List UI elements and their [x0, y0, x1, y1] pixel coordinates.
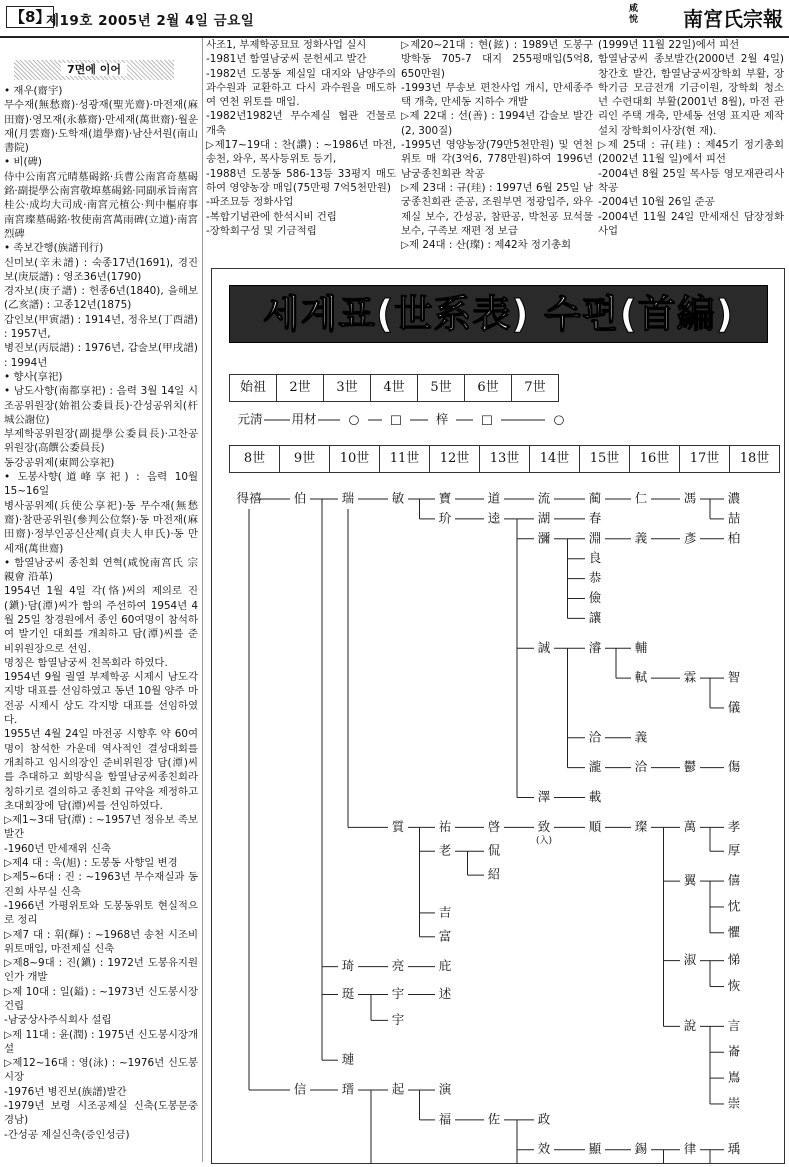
column-rule — [202, 38, 203, 268]
lineage-name: 演 — [438, 1081, 452, 1097]
paragraph: 侍中公南宮元晴墓碣銘·兵曹公南宮奇墓碣銘·副提學公南宮敬埠墓碣銘·同副承旨南宮桂公·成均大司成·南宮元植公·判中樞府事南宮璨墓碣銘·牧使南宮萬雨碑(立道)·南宮烈碑 — [4, 170, 198, 240]
ancestor-name: ○ — [553, 411, 565, 427]
paragraph: 병사공위제(兵使公享祀)·동 무수재(無愁齋)·참판공위원(參判公位祭)·동 마전재(麻田齋)·정부인공신산제(貞夫人申氏)·동 만세재(萬世齋) — [4, 499, 198, 555]
lineage-name: 霖 — [683, 669, 697, 685]
lineage-name: 效 — [537, 1141, 551, 1157]
paragraph: 부제학공위원장(副提學公委員長)·고찬공위원장(高饌公委員長) — [4, 428, 198, 455]
lineage-name: 信 — [293, 1081, 307, 1097]
column-body — [598, 38, 784, 238]
paragraph: ▷제4 대 : 욱(旭) : 도봉동 사향일 변경 — [4, 857, 178, 870]
lineage-name: 瑀 — [727, 1141, 741, 1157]
masthead-title: 南宮氏宗報 — [683, 7, 783, 31]
ancestor-name: □ — [481, 411, 493, 427]
lineage-name: 瑨 — [341, 1081, 355, 1097]
ancestor-name: 元淸 — [237, 411, 263, 427]
lineage-name: 瀧 — [588, 759, 602, 775]
lineage-name: 悌 — [727, 952, 741, 968]
lineage-name: 得禧 — [236, 490, 262, 506]
generation-cell: 8世 — [229, 445, 280, 473]
paragraph: (1999년 11월 22일)에서 피선 — [598, 39, 740, 51]
lineage-name: 濬 — [588, 639, 602, 655]
paragraph: ▷제7 대 : 휘(輝) : ~1968년 송천 시조비위토매입, 마전제실 신축 — [4, 928, 198, 955]
ancestor-name: 梓 — [435, 411, 449, 427]
paragraph: 함열남궁씨 종보발간(2000년 2월 4일)창간호 발간, 함열남궁씨장학회 부활, 장학기금 모금전개 기금이원, 장학회 청소년 수련대회 부활(2001년 8월), 마전 관리인 주택 개축, 만세동 선영 표지판 제작설치 장학회이사장(현 재). — [598, 53, 784, 137]
lineage-name: 淑 — [683, 952, 697, 968]
lineage-name: 錫 — [634, 1141, 648, 1157]
paragraph: -간성공 제실신축(증인성금) — [4, 1128, 130, 1141]
lineage-name: 紹 — [487, 866, 501, 882]
lineage-name: 起 — [391, 1081, 405, 1097]
generation-cell: 18世 — [729, 445, 780, 473]
paragraph: 1954년 9월 궐열 부제학공 시제시 남도각지방 대표를 선임하였고 동년 10월 양주 마전공 시제시 상도 각지방 대표를 선임하였다. — [4, 671, 198, 727]
paragraph: ▷제 11대 : 윤(潤) : 1975년 신도봉시장개설 — [4, 1028, 198, 1055]
paragraph: 병진보(丙辰譜) : 1976년, 갑술보(甲戌譜) : 1994년 — [4, 342, 198, 369]
lineage-name: 祐 — [438, 818, 452, 834]
lineage-name: 璨 — [634, 818, 648, 834]
lineage-name: 儀 — [727, 699, 741, 715]
paragraph: -1995년 영양농장(79만5천만원) 및 연천 위토 매 각(3억6, 778만원)하여 1996년 남궁종친회관 착공 — [401, 139, 593, 180]
paragraph: ▷제8~9대 : 진(鎭) : 1972년 도봉유지원인가 개발 — [4, 957, 198, 984]
lineage-name: 致 — [537, 818, 551, 834]
generation-cell: 2世 — [276, 374, 324, 402]
page-number: 【8】 — [6, 6, 54, 28]
lineage-name: 瀰 — [537, 530, 551, 546]
ancestor-name: □ — [390, 411, 402, 427]
lineage-name: 義 — [634, 530, 648, 546]
paragraph: -1966년 가평위토와 도봉동위토 현실적으로 정리 — [4, 899, 198, 927]
lineage-name: 琦 — [341, 958, 355, 974]
lineage-name: 珽 — [341, 986, 355, 1002]
lineage-name: 柏 — [727, 530, 741, 546]
paragraph: ▷제17~19대 : 찬(讚) : ~1986년 마전, 송천, 와우, 목사등위토 등기, — [206, 139, 396, 166]
generation-cell: 3世 — [323, 374, 371, 402]
generation-cell: 14世 — [529, 445, 580, 473]
lineage-name: 崙 — [727, 1043, 741, 1059]
lineage-name: 崇 — [727, 1095, 741, 1111]
lineage-name: 澤 — [537, 789, 551, 804]
paragraph: 동강공위제(東岡公享祀) — [4, 456, 115, 469]
lineage-name: 璉 — [341, 1051, 355, 1067]
genealogy-table — [211, 268, 785, 1164]
paragraph: • 비(碑) — [4, 156, 42, 169]
paragraph: ▷제 10대 : 일(鎰) : ~1973년 신도봉시장건립 — [4, 985, 198, 1012]
paragraph: -1976년 병진보(族譜)발간 — [4, 1085, 127, 1098]
lineage-name: 洽 — [634, 759, 648, 775]
issue-dateline: 제19호 2005년 2월 4일 금요일 — [46, 13, 255, 29]
lineage-name: 仁 — [634, 490, 648, 506]
lineage-name: 質 — [391, 818, 405, 834]
lineage-name: 說 — [683, 1017, 697, 1033]
ancestor-name: ○ — [348, 411, 360, 427]
lineage-name: (入) — [535, 835, 553, 846]
paragraph: • 향사(享祀) — [4, 370, 63, 383]
lineage-name: 侃 — [487, 842, 501, 858]
paragraph: • 재우(齋宇) — [4, 85, 63, 97]
lineage-name: 厚 — [727, 842, 741, 858]
lineage-name: 啓 — [487, 818, 501, 834]
lineage-name: 翼 — [683, 872, 697, 888]
paragraph: ▷제 22대 : 선(善) : 1994년 갑술보 발간(2, 300질) — [401, 110, 593, 137]
column-body — [401, 38, 593, 252]
lineage-name: 喆 — [727, 510, 741, 526]
generation-cell: 9世 — [279, 445, 330, 473]
paragraph: -파조묘등 정화사업 — [206, 196, 294, 209]
lineage-name: 亮 — [391, 958, 405, 974]
lineage-name: 瑞 — [341, 490, 355, 506]
lineage-name: 宇 — [391, 986, 405, 1002]
paragraph: 무수재(無愁齋)·성광재(聖光齋)·마전재(麻田齋)·영모재(永慕齋)·만세재(萬世齋)·월운재(月雲齋)·도학재(道學齋)·남산서원(南山書院) — [4, 99, 198, 155]
paragraph: • 족보간행(族譜刊行) — [4, 242, 104, 255]
generation-cell: 4世 — [370, 374, 418, 402]
paragraph: 사조1, 부제학공묘묘 정화사업 실시 — [206, 39, 367, 51]
paragraph: 경자보(庚子譜) : 헌종6년(1840), 을해보(乙亥譜) : 고종12년(1875) — [4, 285, 198, 312]
generation-cell: 12世 — [429, 445, 480, 473]
lineage-name: 伯 — [293, 490, 307, 506]
lineage-name: 春 — [588, 510, 602, 526]
column-projects — [206, 38, 396, 238]
lineage-name: 淵 — [588, 530, 602, 546]
lineage-name: 儉 — [588, 590, 602, 605]
paragraph: ▷제 23대 : 규(珪) : 1997년 6월 25일 남궁종친회관 준공, 조원부면 정광입주, 와우제실 보수, 간성공, 참판공, 박천공 묘석물보수, 구족보 재편 정 보급 — [401, 181, 593, 237]
lineage-name: 孝 — [727, 818, 741, 834]
lineage-name: 僖 — [727, 872, 741, 888]
paragraph: -1993년 무송보 편찬사업 개시, 만세종주택 개축, 만세동 지하수 개발 — [401, 81, 593, 109]
generation-cell: 13世 — [479, 445, 530, 473]
lineage-name: 宇 — [391, 1011, 405, 1027]
column-body — [206, 38, 396, 238]
paragraph: -1988년 도봉동 586-13등 33평지 매도하여 영양농장 매입(75만평 7억5천만원) — [206, 167, 396, 194]
paragraph: ▷제20~21대 : 현(鉉) : 1989년 도봉구 방학동 705-7 대지 255평매입(5억8, 650만원) — [401, 39, 593, 80]
lineage-name: 言 — [727, 1017, 741, 1033]
column-rule — [202, 268, 203, 1162]
lineage-name: 誠 — [537, 639, 551, 655]
lineage-name: 寶 — [438, 490, 452, 506]
generation-cell: 7世 — [511, 374, 559, 402]
lineage-name: 忱 — [727, 898, 741, 914]
lineage-name: 述 — [438, 986, 452, 1002]
lineage-name: 洽 — [588, 729, 602, 745]
paragraph: -1960년 만세재위 신축 — [4, 842, 112, 855]
paragraph: -복합기념관에 한석시비 건립 — [206, 210, 337, 223]
lineage-name: 馮 — [683, 490, 697, 506]
lineage-name: 彥 — [683, 530, 697, 546]
column-body — [4, 84, 198, 1142]
paragraph: ▷제 25대 : 규(珪) : 제45기 정기총회(2002년 11월 일)에서 피선 — [598, 139, 784, 166]
paragraph: -1979년 보령 시조공제실 신축(도봉문중경남) — [4, 1100, 198, 1127]
lineage-name: 嶌 — [727, 1069, 741, 1085]
paragraph: -1981년 함열남궁씨 문헌세고 발간 — [206, 53, 367, 66]
genealogy-title: 세계표(世系表) 수편(首編) — [262, 292, 735, 336]
lineage-name: 軾 — [634, 669, 648, 685]
generation-cell: 11世 — [379, 445, 430, 473]
lineage-name: 順 — [588, 818, 602, 834]
paragraph: -2004년 10월 26일 준공 — [598, 196, 715, 209]
lineage-name: 智 — [727, 669, 741, 685]
paragraph: ▷제1~3대 담(潭) : ~1957년 정유보 족보발간 — [4, 814, 198, 841]
paragraph: -남궁상사주식회사 설립 — [4, 1014, 112, 1027]
lineage-name: 蔺 — [588, 490, 602, 506]
paragraph: • 남도사향(南都享祀) : 음력 3월 14일 시조공위원장(始祖公委員長)·간성공위치(杆城公謝位) — [4, 385, 198, 426]
ancestor-name: 用材 — [291, 411, 317, 427]
generation-cell: 17世 — [679, 445, 730, 473]
lineage-name: 敏 — [391, 490, 405, 506]
lineage-name: 逵 — [487, 510, 501, 526]
lineage-name: 福 — [438, 1111, 452, 1127]
lineage-name: 傷 — [727, 759, 741, 775]
lineage-name: 載 — [588, 789, 602, 804]
paragraph: 명칭은 함열남궁씨 친목회라 하였다. — [4, 656, 168, 669]
paragraph: -1982년1982년 무수제실 협관 건물로 개축 — [206, 110, 396, 137]
lineage-name: 義 — [634, 729, 648, 745]
lineage-name: 政 — [537, 1111, 551, 1127]
masthead-clan-seal: 咸悅 — [629, 4, 639, 25]
lineage-name: 律 — [683, 1141, 697, 1157]
lineage-name: 顯 — [588, 1141, 602, 1157]
lineage-name: 庇 — [438, 958, 452, 974]
lineage-name: 良 — [588, 550, 602, 566]
paragraph: -1982년 도봉동 제실일 대지와 남양주의 과수원과 교환하고 다시 과수원을 매도하여 연천 위토를 매입. — [206, 67, 396, 109]
paragraph: 갑인보(甲寅譜) : 1914년, 정유보(丁酉譜) : 1957년, — [4, 313, 198, 341]
generation-cell: 10世 — [329, 445, 380, 473]
paragraph: -장학회구성 및 기금적립 — [206, 224, 317, 237]
lineage-name: 恢 — [727, 978, 741, 994]
continued-label: 7면에 이어 — [61, 63, 127, 76]
lineage-name: 懼 — [727, 924, 741, 940]
generation-cell: 5世 — [417, 374, 465, 402]
paragraph: • 함열남궁씨 종친회 연혁(咸悅南宮氏 宗親會 沿革) — [4, 556, 198, 584]
lineage-name: 輔 — [634, 639, 648, 655]
lineage-name: 萬 — [683, 818, 697, 834]
lineage-name: 湖 — [537, 510, 551, 526]
lineage-name: 讓 — [588, 609, 602, 625]
column-clan-history — [4, 56, 198, 1162]
lineage-name: 濃 — [727, 490, 741, 506]
lineage-name: 鬱 — [683, 759, 697, 775]
paragraph: • 도봉사향(道峰享祀) : 음력 10월 15~16일 — [4, 471, 198, 498]
paragraph: 1954년 1월 4일 각(恪)씨의 제의로 진(鎭)·담(潭)씨가 함의 주선하여 1954년 4월 25일 창경원에서 종인 60여명이 참석하여 발기인 대회를 개최하고 담(潭)씨를 준비위원장으로 선임. — [4, 585, 198, 655]
generation-cell: 15世 — [579, 445, 630, 473]
lineage-name: 玠 — [438, 510, 452, 526]
paragraph: 1955년 4월 24일 마전공 시향후 약 60여명이 참석한 가운데 역사적인 결성대회를 개최하고 임시의장인 준비위원장 담(潭)씨를 추대하고 회방식을 함열남궁씨종친회라 칭하기로 결의하고 종친회 규약을 제정하고 초대회장에 담(潭)씨를 선임하였다. — [4, 728, 198, 812]
generation-cell: 始祖 — [229, 374, 277, 402]
paragraph: ▷제12~16대 : 영(泳) : ~1976년 신도봉시장 — [4, 1057, 198, 1084]
lineage-name: 恭 — [588, 570, 602, 586]
paragraph: ▷제 24대 : 산(璨) : 제42차 정기총회 — [401, 239, 572, 252]
generation-cell: 6世 — [464, 374, 512, 402]
paragraph: -2004년 11월 24일 만세재신 담장정화사업 — [598, 210, 784, 237]
lineage-name: 道 — [487, 490, 501, 506]
lineage-tree — [212, 269, 784, 1163]
lineage-name: 吉 — [438, 904, 452, 920]
generation-cell: 16世 — [629, 445, 680, 473]
paragraph: ▷제5~6대 : 진 : ~1963년 무수재실과 동진회 사무실 신축 — [4, 871, 198, 898]
column-presidents — [401, 38, 593, 252]
paragraph: 신미보(辛未譜) : 숙종17년(1691), 경진보(庚辰譜) : 영조36년(1790) — [4, 256, 198, 283]
column-recent — [598, 38, 784, 238]
paragraph: -2004년 8월 25일 목사등 영모재관리사착공 — [598, 167, 784, 194]
lineage-name: 富 — [438, 928, 452, 944]
page-header — [0, 0, 789, 38]
lineage-name: 佐 — [487, 1111, 501, 1127]
lineage-name: 老 — [438, 842, 452, 858]
lineage-name: 流 — [537, 490, 551, 506]
